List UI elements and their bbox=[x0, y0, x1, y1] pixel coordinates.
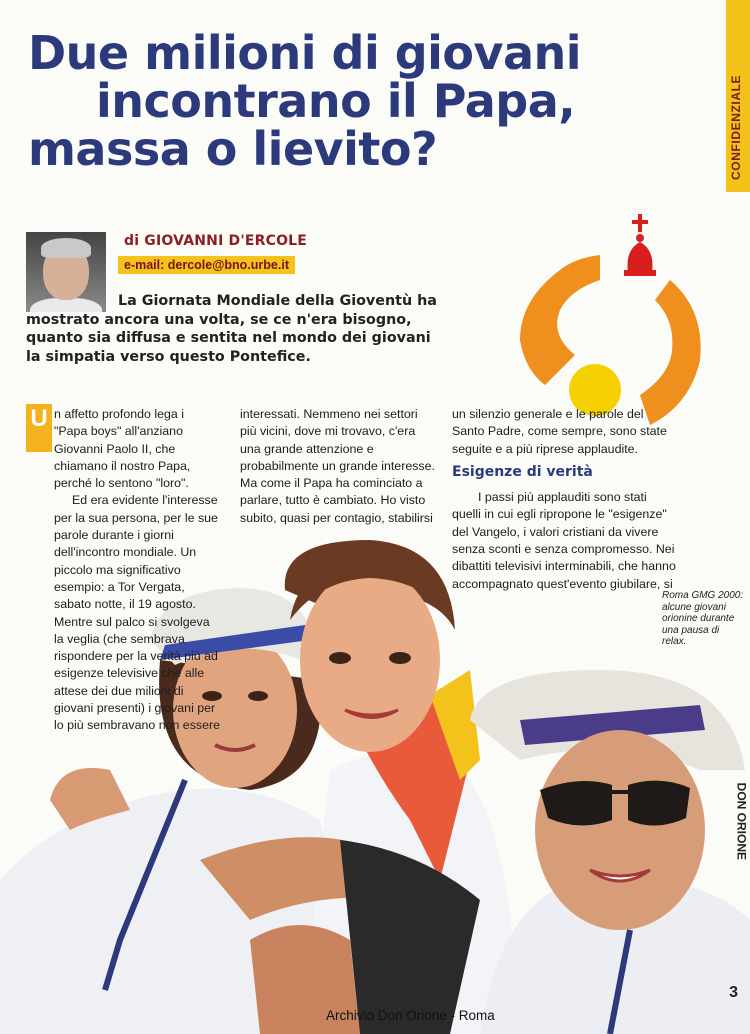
lead-line: quanto sia diffusa e sentita nel mondo dei giovani bbox=[26, 330, 431, 346]
lead-line: mostrato ancora una volta, se ce n'era bisogno, bbox=[26, 311, 412, 328]
text-column-2 bbox=[240, 406, 435, 527]
text-column-3 bbox=[452, 406, 678, 593]
paragraph: n affetto profondo lega i "Papa boys" all'anziano Giovanni Paolo II, che chiamano il nostro Papa, perché lo sentono "loro". bbox=[54, 407, 191, 491]
drop-cap: U bbox=[26, 404, 52, 452]
title-line-1: Due milioni di giovani bbox=[28, 26, 582, 80]
author-byline: di GIOVANNI D'ERCOLE bbox=[124, 233, 308, 249]
paragraph: I passi più applauditi sono stati quelli in cui egli ripropone le "esigenze" del Vangelo, i valori cristiani da vivere senza sconti e senza compromesso. Nei dibattiti televisivi interminabili, che hanno accompagnato quest'evento giubilare, si bbox=[452, 490, 676, 591]
magazine-spine-label: DON ORIONE bbox=[734, 782, 748, 860]
section-tab bbox=[726, 0, 750, 192]
lead-line: La Giornata Mondiale della Gioventù ha bbox=[118, 293, 437, 309]
article-title bbox=[28, 26, 628, 176]
paragraph: un silenzio generale e le parole del Santo Padre, come sempre, sono state seguite e a più riprese applaudite. bbox=[452, 407, 667, 456]
text-column-1 bbox=[54, 406, 220, 735]
lead-line: la simpatia verso questo Pontefice. bbox=[26, 348, 311, 365]
page-number: 3 bbox=[729, 984, 738, 1001]
lead-paragraph bbox=[26, 292, 446, 366]
paragraph: interessati. Nemmeno nei settori più vicini, dove mi trovavo, c'era una grande attenzione e probabilmente un grande interesse. Ma come il Papa ha cominciato a parlare, tutto è cambiato. Ho visto subito, quasi per contagio, stabilirsi bbox=[240, 407, 435, 525]
section-tab-label: CONFIDENZIALE bbox=[729, 74, 743, 180]
author-email: e-mail: dercole@bno.urbe.it bbox=[118, 256, 295, 274]
photo-caption: Roma GMG 2000: alcune giovani orionine durante una pausa di relax. bbox=[662, 590, 744, 647]
section-subheading: Esigenze di verità bbox=[452, 463, 593, 480]
title-line-2: incontrano il Papa, bbox=[96, 73, 576, 128]
title-line-3: massa o lievito? bbox=[28, 121, 438, 176]
paragraph: Ed era evidente l'interesse per la sua persona, per le sue parole durante i giorni dell'incontro mondiale. Un piccolo ma significativo esempio: a Tor Vergata, sabato notte, il 19 agosto. Mentre sul palco si svolgeva la veglia (che sembrava rispondere per la verità più ad esigenze televisive che alle attese dei due milioni di giovani presenti) i giovani per lo più sembravano non essere bbox=[54, 493, 220, 733]
archive-footer: Archivio Don Orione - Roma bbox=[326, 1008, 495, 1023]
